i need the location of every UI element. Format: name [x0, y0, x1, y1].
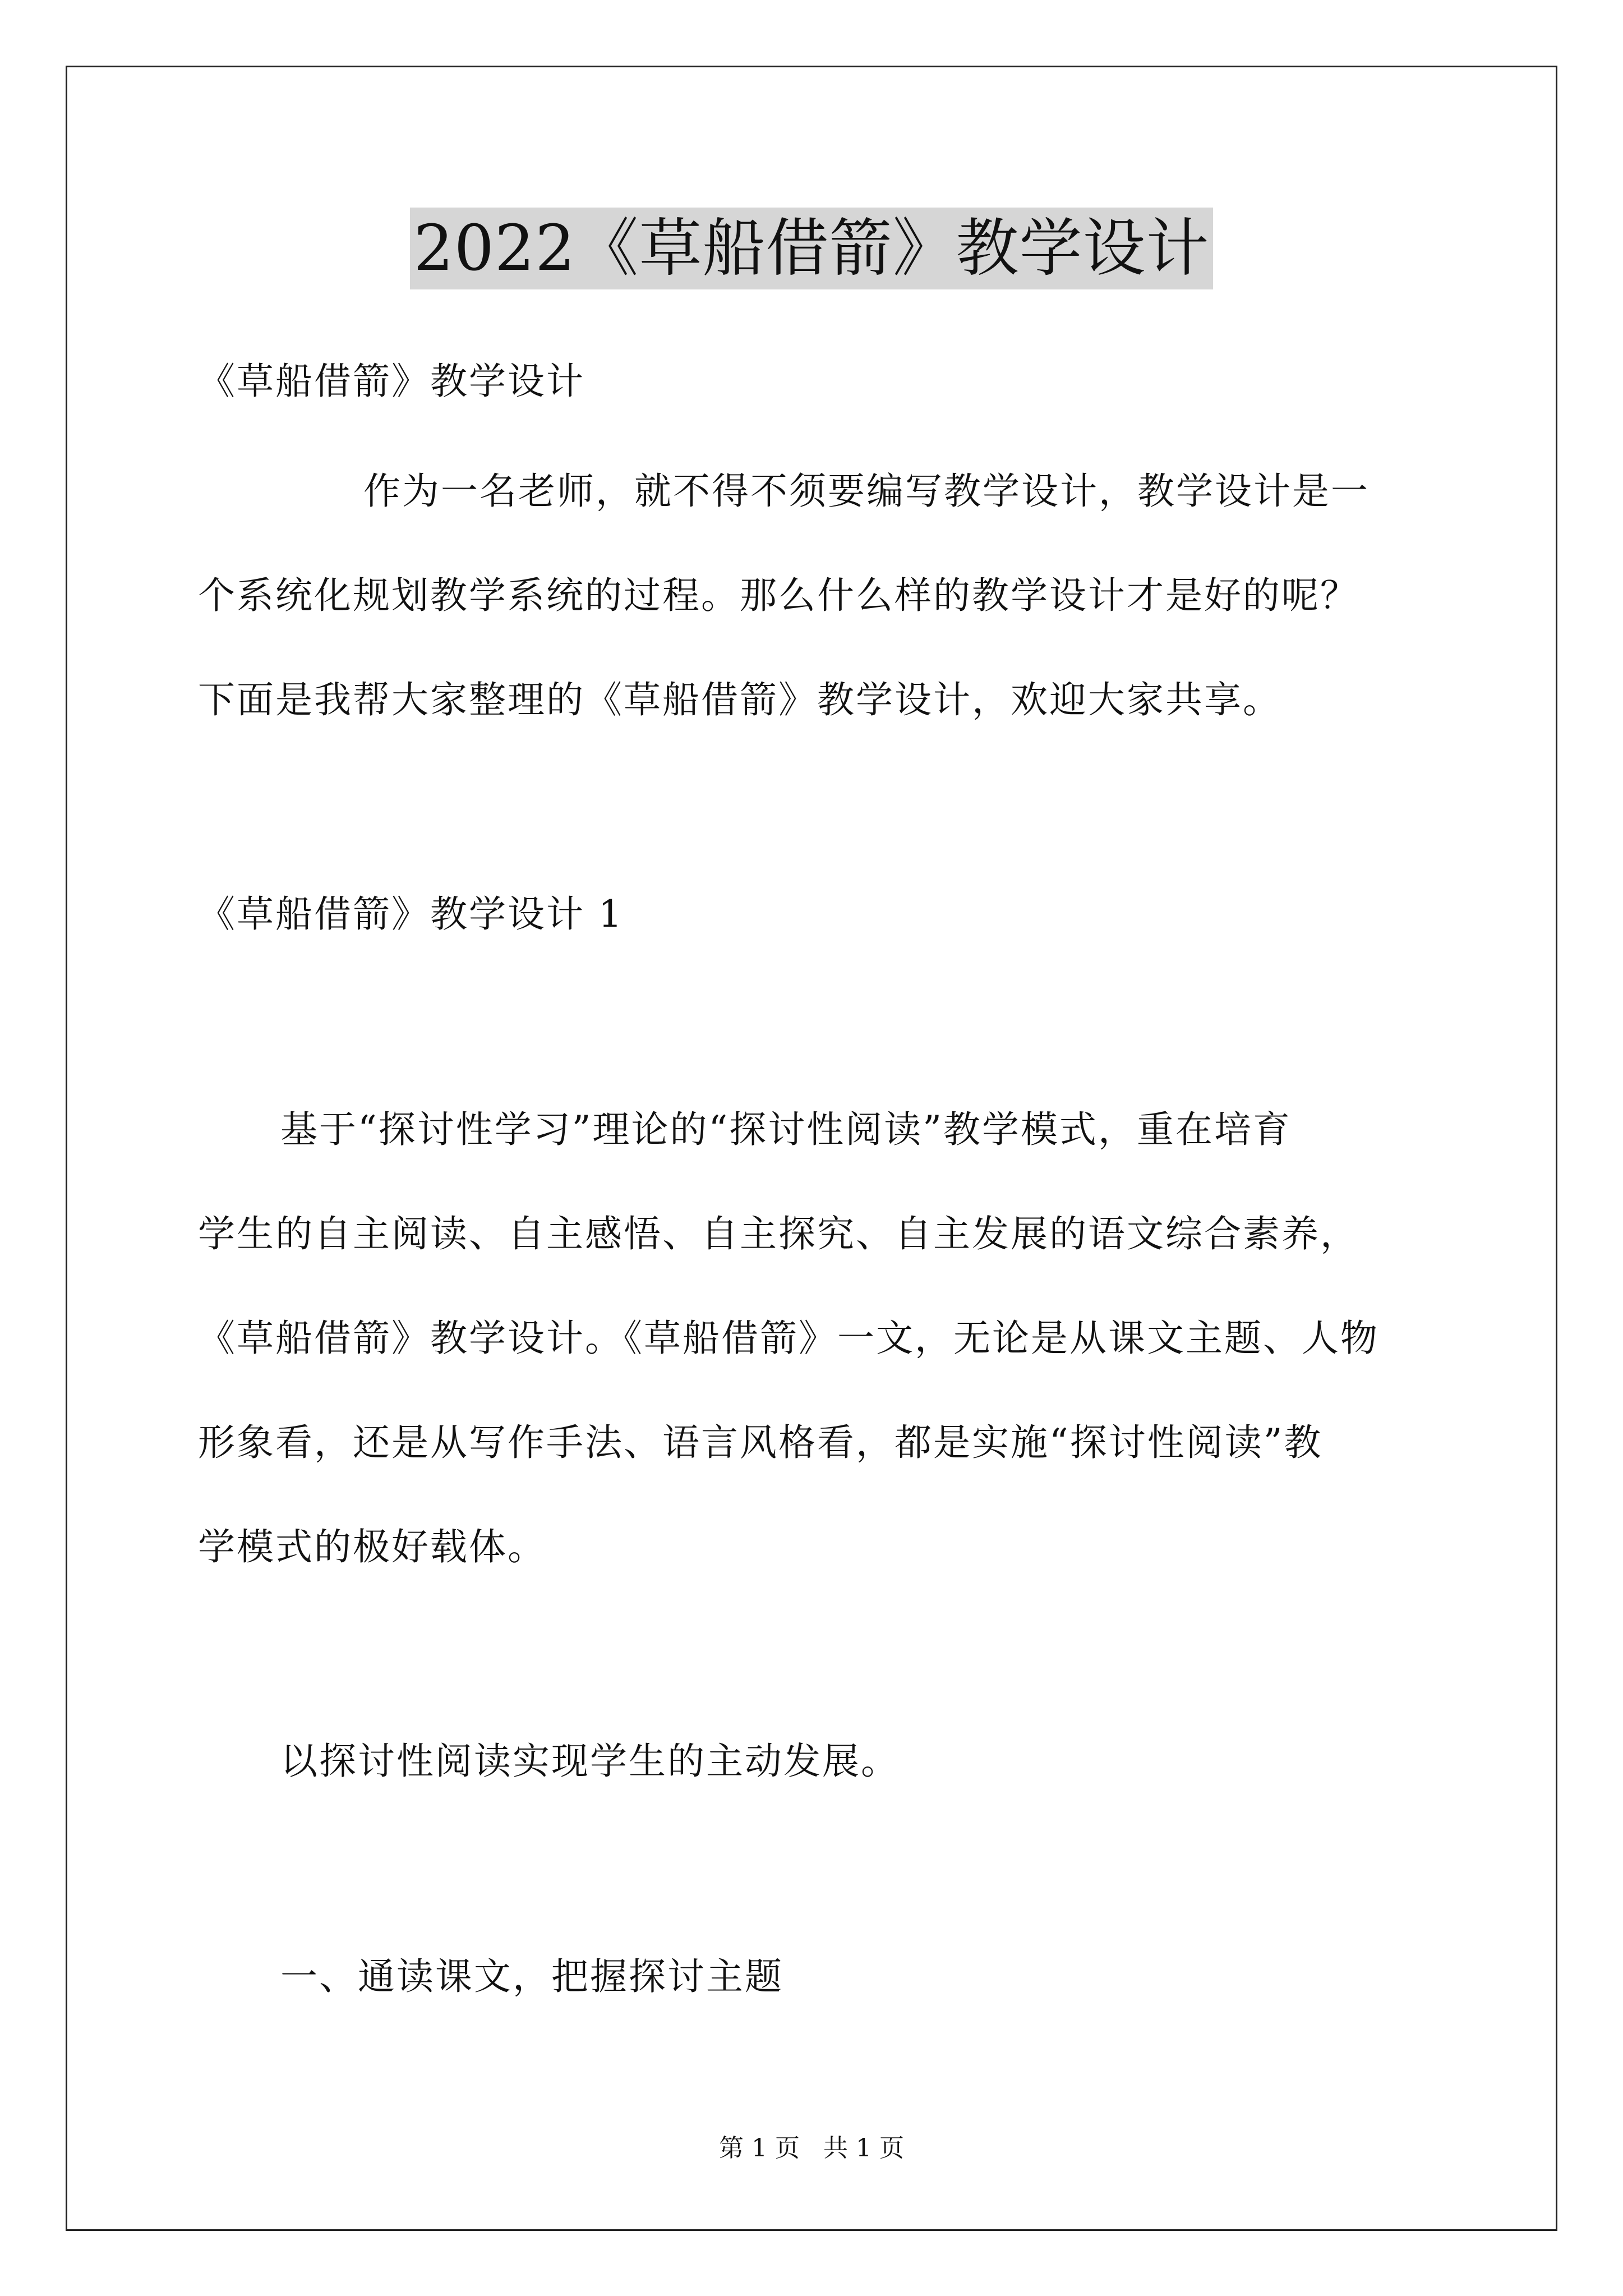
section-heading-1: 《草船借箭》教学设计 1 — [198, 892, 624, 936]
paragraph-line: 以探讨性阅读实现学生的主动发展。 — [280, 1740, 900, 1783]
body-line-5: 学模式的极好载体。 — [198, 1525, 546, 1568]
intro-line-2: 个系统化规划教学系统的过程。那么什么样的教学设计才是好的呢？ — [198, 574, 1359, 617]
section-heading-2: 一、通读课文，把握探讨主题 — [280, 1955, 783, 1998]
intro-line-3: 下面是我帮大家整理的《草船借箭》教学设计，欢迎大家共享。 — [198, 678, 1281, 721]
document-title: 2022《草船借箭》教学设计 — [410, 208, 1212, 289]
body-line-2: 学生的自主阅读、自主感悟、自主探究、自主发展的语文综合素养， — [198, 1212, 1359, 1255]
subtitle-line: 《草船借箭》教学设计 — [198, 360, 585, 403]
page-footer: 第 1 页 共 1 页 — [719, 2134, 904, 2162]
body-line-1: 基于“探讨性学习”理论的“探讨性阅读”教学模式，重在培育 — [280, 1108, 1292, 1151]
title-container — [0, 208, 1623, 289]
body-line-3: 《草船借箭》教学设计。《草船借箭》一文，无论是从课文主题、人物 — [198, 1317, 1379, 1360]
body-line-4: 形象看，还是从写作手法、语言风格看，都是实施“探讨性阅读”教 — [198, 1421, 1323, 1464]
intro-line-1: 作为一名老师，就不得不须要编写教学设计，教学设计是一 — [363, 470, 1370, 513]
